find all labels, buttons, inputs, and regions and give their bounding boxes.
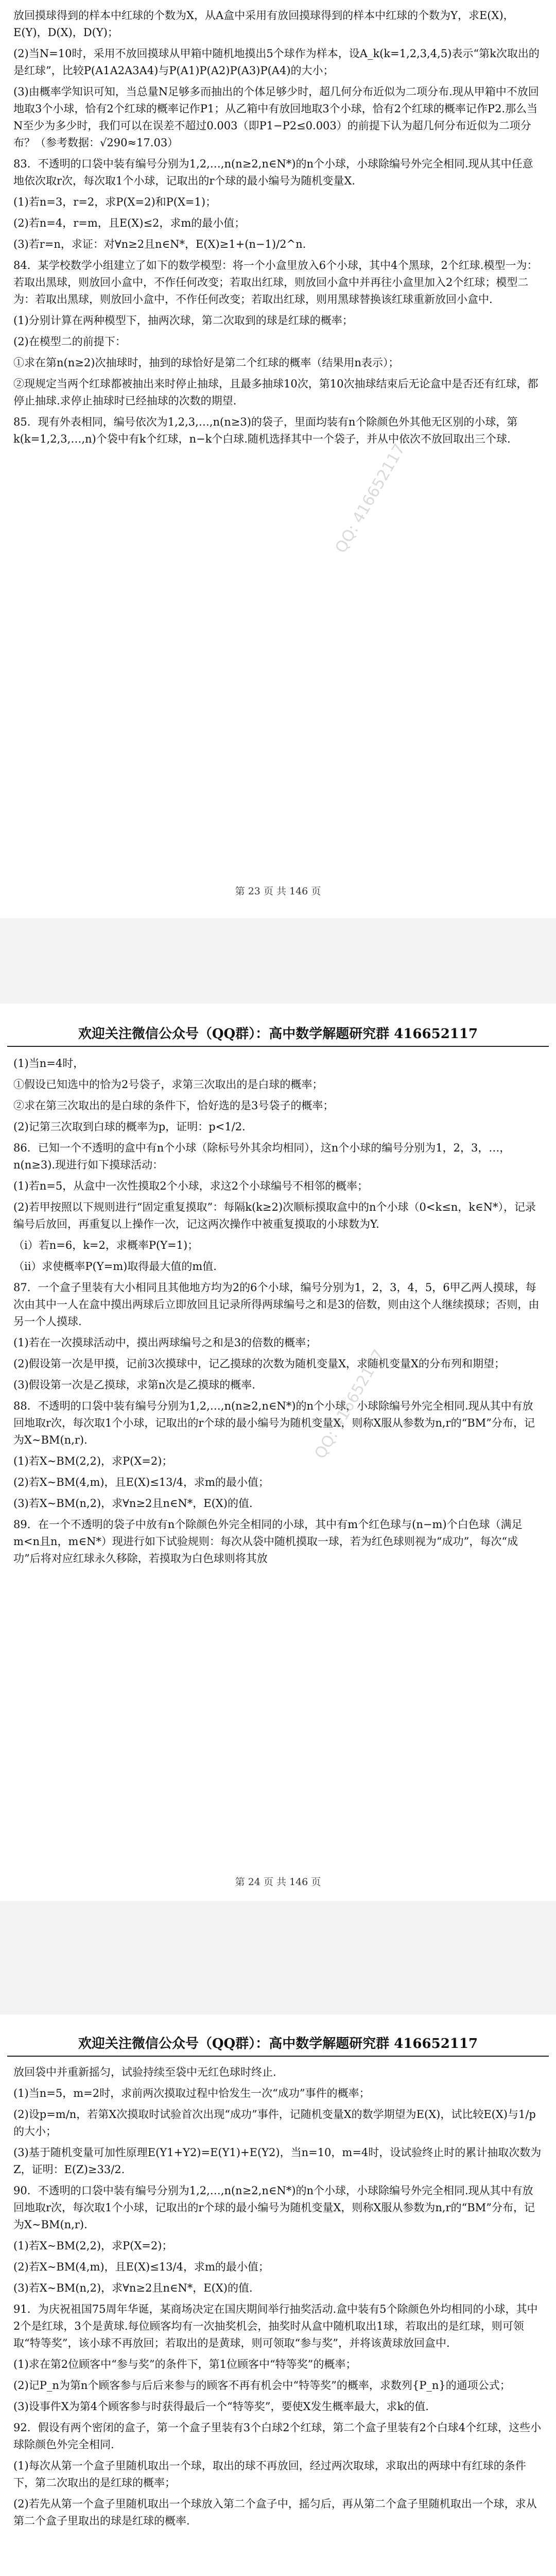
paragraph: (2)当N=10时，采用不放回摸球从甲箱中随机地摸出5个球作为样本，设A_k(k=1,2,3,4,5)表示“第k次取出的是红球”，比较P(A1A2A3A4)与P(A1)P(A2)P(A3)P(A4)的大小；	[13, 47, 540, 77]
paragraph: （ii）求使概率P(Y=m)取得最大值的m值.	[13, 1260, 217, 1273]
paragraph: (3)基于随机变量可加性原理E(Y1+Y2)=E(Y1)+E(Y2)，当n=10，m=4时，设试验终止时的累计抽取次数为Z，证明：E(Z)≥33/2.	[13, 2146, 542, 2176]
paragraph: (3)设事件X为第4个顾客参与时获得最后一个“特等奖”，要使X发生概率最大，求k的值.	[13, 2400, 429, 2413]
document-page-1	[0, 0, 556, 918]
paragraph: ②现规定当两个红球都被抽出来时停止抽球，且最多抽球10次，第10次抽球结束后无论盒中是否还有红球，都停止抽球.求停止抽球时已经抽球的次数的期望.	[13, 378, 538, 407]
page-2-body	[13, 1055, 544, 1571]
document-page-3	[0, 2014, 556, 2576]
paragraph: ①假设已知选中的恰为2号袋子，求第三次取出的是白球的概率；	[13, 1078, 323, 1091]
paragraph: (2)若n=4，r=m，且E(X)≤2，求m的最小值；	[13, 217, 246, 229]
page-1-body	[13, 7, 544, 452]
document-page-2	[0, 1004, 556, 1901]
paragraph: (3)若r=n，求证：对∀n≥2且n∈N*，E(X)≥1+(n−1)/2^n.	[13, 238, 306, 250]
paragraph: (2)若甲按照以下规则进行“固定重复摸取”：每隔k(k≥2)次顺标摸取盒中的n个小球（0<k≤n，k∈N*），记录编号后放回，再重复以上操作一次，记这两次操作中被重复摸取的小球数为Y.	[13, 1201, 536, 1230]
paragraph: (1)若X∼BM(2,2)，求P(X=2)；	[13, 2240, 173, 2252]
paragraph: (1)若n=5，从盒中一次性摸取2个小球，求这2个小球编号不相邻的概率；	[13, 1180, 368, 1192]
paragraph: (1)当n=4时，	[13, 1057, 84, 1070]
paragraph: 放回袋中并重新摇匀，试验持续至袋中无红色球时终止.	[13, 2066, 276, 2078]
watermark: QQ: 416652117	[311, 1346, 389, 1462]
paragraph: 83．不透明的口袋中装有编号分别为1,2,…,n(n≥2,n∈N*)的n个小球，小球除编号外完全相同.现从其中任意地依次取r次，每次取1个小球，记取出的r个球的最小编号为随机变量X.	[13, 158, 533, 187]
paragraph: (3)由概率学知识可知，当总量N足够多而抽出的个体足够少时，超几何分布近似为二项分布.现从甲箱中不放回地取3个小球，恰有2个红球的概率记作P1；从乙箱中有放回地取3个小球，恰有2个红球的概率记作P2.那么当N至少为多少时，我们可以在误差不超过0.003（即P1−P2≤0.003）的前提下认为超几何分布近似为二项分布？（参考数据：√290≈17.03）	[13, 86, 539, 149]
page-footer: 第 24 页 共 146 页	[235, 1876, 321, 1888]
paragraph: (3)假设第一次是乙摸球，求第n次是乙摸球的概率.	[13, 1379, 255, 1391]
paragraph: (3)若X∼BM(n,2)，求∀n≥2且n∈N*，E(X)的值.	[13, 2282, 253, 2294]
paragraph: (2)记第三次取到白球的概率为p，证明：p<1/2.	[13, 1121, 246, 1133]
page-header: 欢迎关注微信公众号（QQ群）：高中数学解题研究群 416652117	[78, 1026, 478, 1042]
page-header: 欢迎关注微信公众号（QQ群）：高中数学解题研究群 416652117	[78, 2036, 478, 2052]
paragraph: 88．不透明的口袋中装有编号分别为1,2,…,n(n≥2,n∈N*)的n个小球，小球除编号外完全相同.现从其中有放回地取r次，每次取1个小球，记取出的r个球的最小编号为随机变量X，则称X服从参数为n,r的“BM”分布，记为X∼BM(n,r).	[13, 1400, 535, 1446]
paragraph: (2)若X∼BM(4,m)，且E(X)≤13/4，求m的最小值；	[13, 1476, 269, 1488]
paragraph: (2)若先从第一个盒子里随机取出一个球放入第二个盒子中，摇匀后，再从第二个盒子里随机取出一个球，求从第二个盒子里取出的球是红球的概率.	[13, 2498, 537, 2527]
paragraph: (2)设p=m/n，若第X次摸取时试验首次出现“成功”事件，记随机变量X的数学期望为E(X)，试比较E(X)与1/p的大小；	[13, 2108, 536, 2138]
paragraph: (1)若X∼BM(2,2)，求P(X=2)；	[13, 1455, 173, 1467]
paragraph: (2)若X∼BM(4,m)，且E(X)≤13/4，求m的最小值；	[13, 2261, 269, 2273]
paragraph: 87．一个盒子里装有大小相同且其他地方均为2的6个小球，编号分别为1，2，3，4，5，6甲乙两人摸球，每次由其中一人在盒中摸出两球后立即放回且记录所得两球编号之和是3的倍数，则由这个人继续摸球；否则，由另一个人摸球.	[13, 1281, 540, 1328]
paragraph: (1)分别计算在两种模型下，抽两次球，第二次取到的球是红球的概率；	[13, 314, 353, 327]
page-footer: 第 23 页 共 146 页	[235, 886, 321, 897]
paragraph: 86．已知一个不透明的盒中有n个小球（除标号外其余均相同），这n个小球的编号分别为1，2，3，…，n(n≥3).现进行如下摸球活动：	[13, 1142, 511, 1171]
watermark: QQ: 416652117	[332, 440, 409, 556]
paragraph: (1)若n=3，r=2，求P(X=2)和P(X=1)；	[13, 196, 217, 208]
paragraph: 放回摸球得到的样本中红球的个数为X，从A盒中采用有放回摸球得到的样本中红球的个数为Y，求E(X)，E(Y)，D(X)，D(Y)；	[13, 9, 514, 39]
paragraph: (2)假设第一次是甲摸，记前3次摸球中，记乙摸球的次数为随机变量X，求随机变量X的分布列和期望；	[13, 1358, 506, 1370]
paragraph: 90．不透明的口袋中装有编号分别为1,2,…,n(n≥2,n∈N*)的n个小球，小球除编号外完全相同.现从其中有放回地取r次，每次取1个小球，记取出的r个球的最小编号为随机变量X，则称X服从参数为n,r的“BM”分布，记为X∼BM(n,r).	[13, 2184, 535, 2231]
paragraph: (1)若在一次摸球活动中，摸出两球编号之和是3的倍数的概率；	[13, 1336, 317, 1349]
paragraph: (1)每次从第一个盒子里随机取出一个球，取出的球不再放回，经过两次取球，求取出的两球中有红球的条件下，第二次取出的是红球的概率；	[13, 2460, 526, 2489]
paragraph: 91．为庆祝祖国75周年华诞，某商场决定在国庆期间举行抽奖活动.盒中装有5个除颜色外均相同的小球，其中2个是红球，3个是黄球.每位顾客均有一次抽奖机会，抽奖时从盒中随机取出1球，若取出的是红球，则可领取“特等奖”，该小球不再放回；若取出的是黄球，则可领取“参与奖”，并将该黄球放回盒中.	[13, 2303, 538, 2349]
paragraph: (2)在模型二的前提下：	[13, 335, 126, 348]
page-gap	[0, 1901, 556, 2014]
page-3-body	[13, 2064, 544, 2534]
paragraph: 85．现有外表相同，编号依次为1,2,3,…,n(n≥3)的袋子，里面均装有n个除颜色外其他无区别的小球，第k(k=1,2,3,…,n)个袋中有k个红球，n−k个白球.随机选择其中一个袋子，并从中依次不放回取出三个球.	[13, 416, 518, 445]
paragraph: 89．在一个不透明的袋子中放有n个除颜色外完全相同的小球，其中有m个红色球与(n−m)个白色球（满足m<n且n，m∈N*）现进行如下试验规则：每次从袋中随机摸取一球，若为红色球则视为“成功”，每次“成功”后将对应红球永久移除，若摸取为白色球则将其放	[13, 1518, 523, 1565]
header-rule	[7, 1046, 549, 1047]
paragraph: (3)若X∼BM(n,2)，求∀n≥2且n∈N*，E(X)的值.	[13, 1497, 253, 1510]
paragraph: ①求在第n(n≥2)次抽球时，抽到的球恰好是第二个红球的概率（结果用n表示）；	[13, 357, 399, 369]
page-gap	[0, 918, 556, 1004]
header-rule	[7, 2056, 549, 2057]
paragraph: （i）若n=6，k=2，求概率P(Y=1)；	[13, 1239, 199, 1251]
paragraph: (2)记P_n为第n个顾客参与后后来参与的顾客不再有机会中“特等奖”的概率，求数列{P_n}的通项公式；	[13, 2379, 511, 2392]
paragraph: (1)求在第2位顾客中“参与奖”的条件下，第1位顾客中“特等奖”的概率；	[13, 2358, 357, 2370]
paragraph: ②求在第三次取出的是白球的条件下，恰好选的是3号袋子的概率；	[13, 1099, 334, 1112]
paragraph: 92．假设有两个密闭的盒子，第一个盒子里装有3个白球2个红球，第二个盒子里装有2个白球4个红球，这些小球除颜色外完全相同.	[13, 2421, 542, 2451]
paragraph: (1)当n=5，m=2时，求前两次摸取过程中恰发生一次“成功”事件的概率；	[13, 2087, 370, 2099]
paragraph: 84．某学校数学小组建立了如下的数学模型：将一个小盒里放入6个小球，其中4个黑球，2个红球.模型一为：若取出黑球，则放回小盒中，不作任何改变；若取出红球，则放回小盒中并再往小盒里加入2个红球；模型二为：若取出黑球，则放回小盒中，不作任何改变；若取出红球，则用黑球替换该红球重新放回小盒中.	[13, 259, 538, 306]
